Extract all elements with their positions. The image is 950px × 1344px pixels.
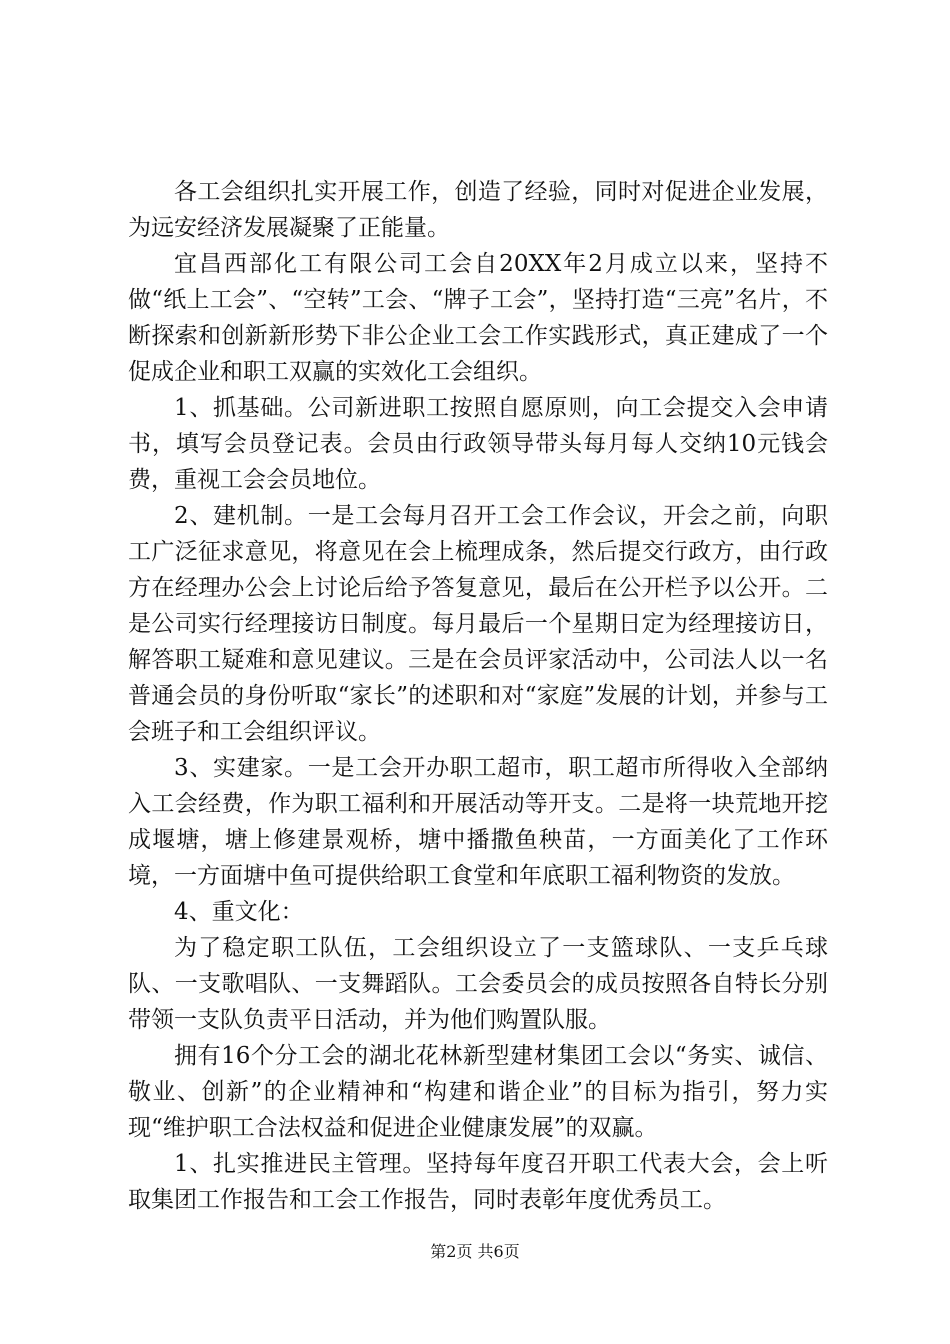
paragraph: 1、扎实推进民主管理。坚持每年度召开职工代表大会，会上听取集团工作报告和工会工作报告，同时表彰年度优秀员工。 [128, 1151, 828, 1213]
page-indicator: 第2页 共6页 [430, 1242, 520, 1261]
page-footer [0, 1242, 950, 1262]
paragraph: 1、抓基础。公司新进职工按照自愿原则，向工会提交入会申请书，填写会员登记表。会员由行政领导带头每月每人交纳10元钱会费，重视工会会员地位。 [128, 395, 828, 493]
paragraph: 拥有16个分工会的湖北花林新型建材集团工会以“务实、诚信、敬业、创新”的企业精神和“构建和谐企业”的目标为指引，努力实现“维护职工合法权益和促进企业健康发展”的双赢。 [128, 1043, 828, 1141]
paragraph: 4、重文化： [174, 899, 304, 925]
paragraph: 3、实建家。一是工会开办职工超市，职工超市所得收入全部纳入工会经费，作为职工福利和开展活动等开支。二是将一块荒地开挖成堰塘，塘上修建景观桥，塘中播撒鱼秧苗，一方面美化了工作环境，一方面塘中鱼可提供给职工食堂和年底职工福利物资的发放。 [128, 755, 828, 889]
document-body [128, 174, 828, 1218]
paragraph: 宜昌西部化工有限公司工会自20XX年2月成立以来，坚持不做“纸上工会”、“空转”工会、“牌子工会”，坚持打造“三亮”名片，不断探索和创新新形势下非公企业工会工作实践形式，真正建成了一个促成企业和职工双赢的实效化工会组织。 [128, 251, 828, 385]
paragraph: 各工会组织扎实开展工作，创造了经验，同时对促进企业发展，为远安经济发展凝聚了正能量。 [128, 179, 828, 241]
paragraph: 为了稳定职工队伍，工会组织设立了一支篮球队、一支乒乓球队、一支歌唱队、一支舞蹈队。工会委员会的成员按照各自特长分别带领一支队负责平日活动，并为他们购置队服。 [128, 935, 828, 1033]
paragraph: 2、建机制。一是工会每月召开工会工作会议，开会之前，向职工广泛征求意见，将意见在会上梳理成条，然后提交行政方，由行政方在经理办公会上讨论后给予答复意见，最后在公开栏予以公开。二是公司实行经理接访日制度。每月最后一个星期日定为经理接访日，解答职工疑难和意见建议。三是在会员评家活动中，公司法人以一名普通会员的身份听取“家长”的述职和对“家庭”发展的计划，并参与工会班子和工会组织评议。 [128, 503, 828, 745]
